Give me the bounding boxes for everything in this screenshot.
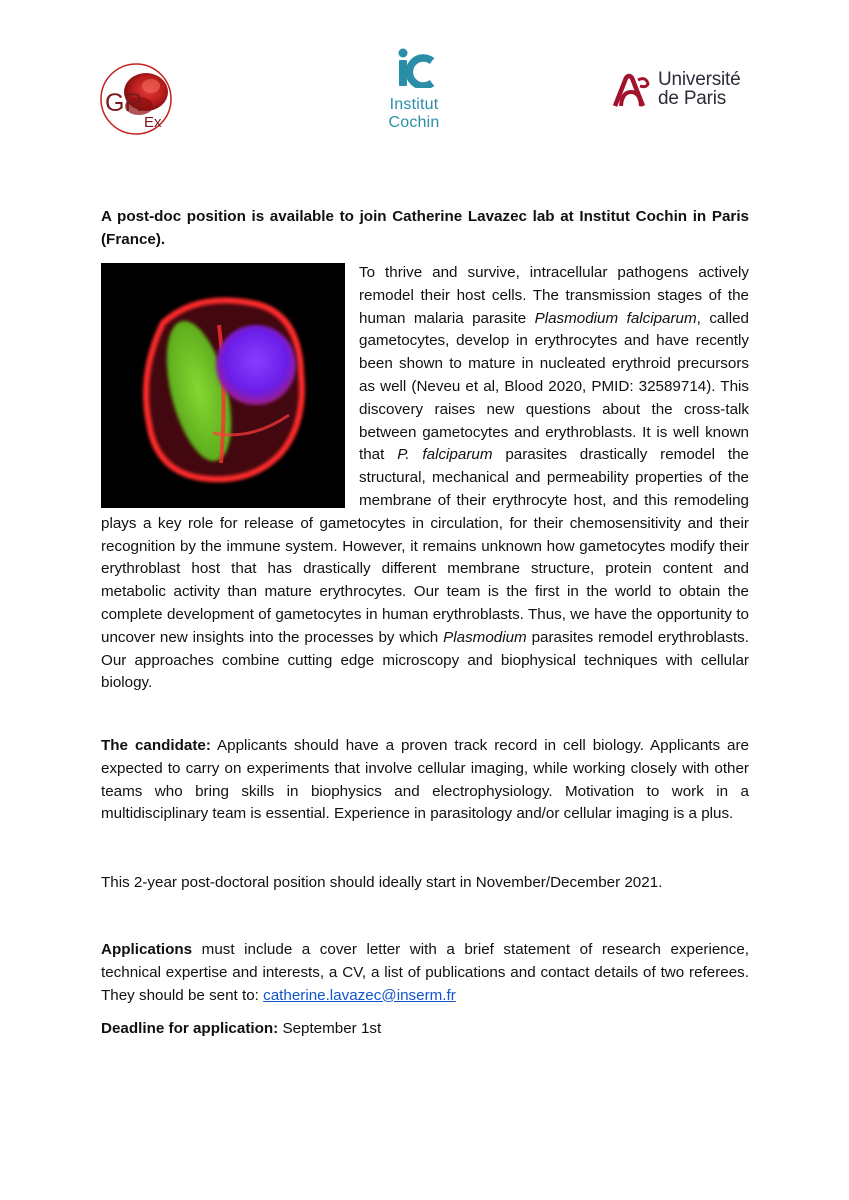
- intro-paragraph: [101, 262, 749, 695]
- deadline-value: September 1st: [278, 1020, 382, 1037]
- intro-text-2: , called gametocytes, develop in erythrocytes and have recently been shown to mature in nucleated erythroid precursors as well (Neveu et al, Blood 2020, PMID: 32589714). This discovery raises new questions about the cross-talk between gametocytes and erythroblasts. It is well known that: [359, 309, 749, 464]
- applications-paragraph: [101, 939, 749, 1007]
- position-heading: A post-doc position is available to join Catherine Lavazec lab at Institut Cochin in Paris (France).: [101, 208, 749, 248]
- cochin-logo-line1: Institut: [389, 96, 439, 113]
- candidate-label: The candidate:: [101, 737, 211, 754]
- applications-text: must include a cover letter with a brief statement of research experience, technical expertise and interests, a CV, a list of publications and contact details of two referees. They should be sent to:: [101, 941, 749, 1004]
- universite-mark-icon: [612, 72, 650, 110]
- deadline-label: Deadline for application:: [101, 1020, 279, 1037]
- institut-cochin-logo: [378, 46, 450, 138]
- grex-logo: [99, 62, 173, 136]
- intro-genus: Plasmodium: [443, 628, 527, 646]
- microscopy-image: [101, 263, 345, 508]
- universite-logo-line1: Université: [658, 69, 741, 90]
- start-date-paragraph: This 2-year post-doctoral position should ideally start in November/December 2021.: [101, 874, 663, 891]
- intro-species: Plasmodium falciparum: [534, 309, 697, 327]
- intro-species-short: P. falciparum: [397, 446, 493, 464]
- universite-de-paris-logo: [612, 70, 752, 112]
- intro-text-4: parasites remodel erythroblasts. Our approaches combine cutting edge microscopy and biophysical techniques with cellular biology.: [101, 628, 749, 692]
- grex-logo-text: GR: [105, 89, 143, 117]
- applications-label: Applications: [101, 941, 193, 958]
- candidate-text: Applicants should have a proven track record in cell biology. Applicants are expected to carry on experiments that involve cellular imaging, while working closely with other teams who bring skills in biophysics and electrophysiology. Motivation to work in a multidisciplinary team is essential. Experience in parasitology and/or cellular imaging is a plus.: [101, 737, 749, 823]
- candidate-paragraph: [101, 735, 749, 826]
- grex-logo-subtext: Ex: [144, 114, 162, 131]
- contact-email-link[interactable]: catherine.lavazec@inserm.fr: [263, 986, 456, 1004]
- intro-text-3: parasites drastically remodel the structural, mechanical and permeability properties of the membrane of their erythrocyte host, and this remodeling plays a key role for release of gametocytes in circulation, for their chemosensitivity and their recognition by the immune system. However, it remains unknown how gametocytes modify their erythroblast host that has drastically different membrane structure, protein content and metabolic activity than mature erythrocytes. Our team is the first in the world to obtain the complete development of gametocytes in human erythroblasts. Thus, we have the opportunity to uncover new insights into the processes by which: [101, 446, 749, 646]
- universite-logo-line2: de Paris: [658, 88, 727, 109]
- deadline-paragraph: [101, 1018, 749, 1041]
- cochin-ic-mark: [392, 48, 436, 88]
- intro-text-1: To thrive and survive, intracellular pathogens actively remodel their host cells. The transmission stages of the human malaria parasite: [359, 264, 749, 327]
- cochin-logo-line2: Cochin: [388, 114, 440, 131]
